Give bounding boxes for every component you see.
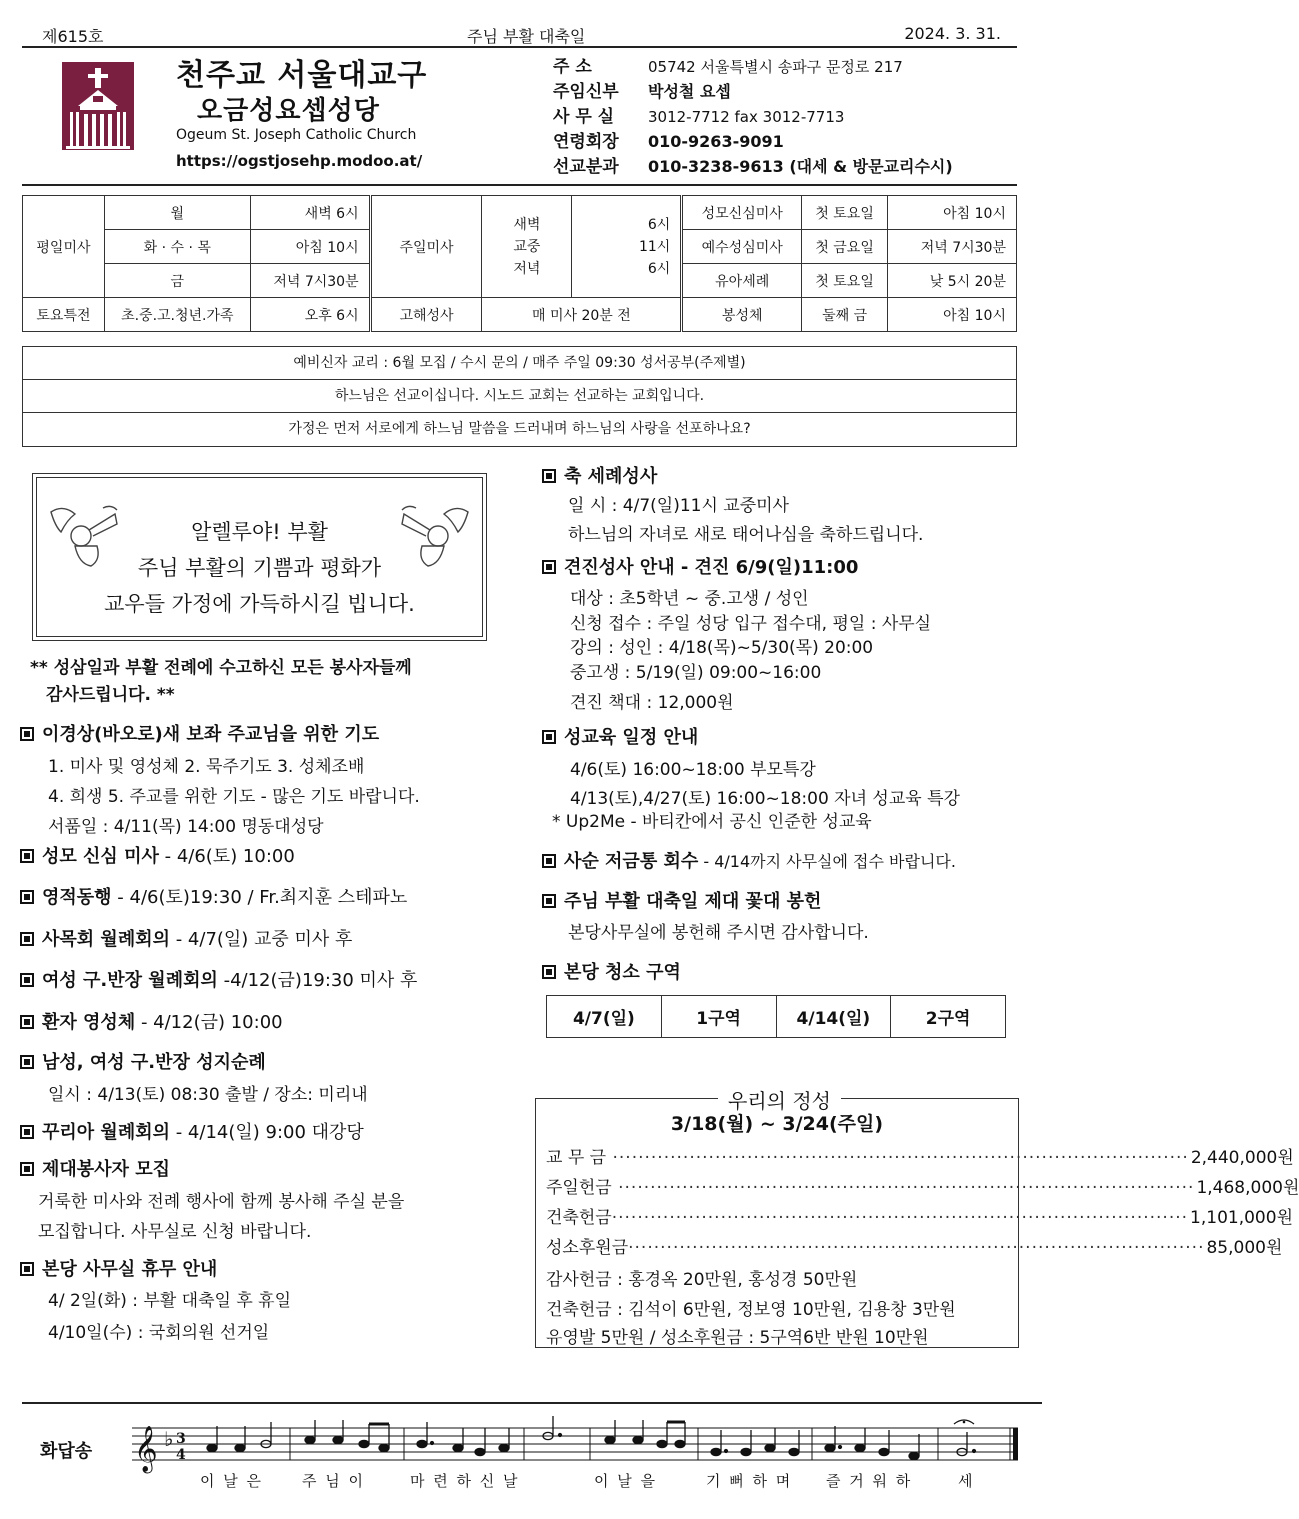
prayer-line: 1. 미사 및 영성체 2. 묵주기도 3. 성체조배 (48, 757, 365, 777)
special-mass-time: 저녁 7시30분 (888, 230, 1017, 264)
notice-line: 예비신자 교리 : 6월 모집 / 수시 문의 / 매주 주일 09:30 성서공부(주제별) (23, 347, 1016, 380)
square-bullet-icon (542, 894, 556, 908)
cleaning-date: 4/14(일) (776, 996, 891, 1038)
confirmation-line: 강의 : 성인 : 4/18(목)~5/30(목) 20:00 (570, 638, 874, 658)
cleaning-table (546, 995, 1006, 1038)
confession-label: 고해성사 (370, 298, 482, 332)
mass-time: 저녁 7시30분 (250, 264, 370, 298)
cleaning-date: 4/7(일) (547, 996, 662, 1038)
square-bullet-icon (20, 849, 34, 863)
church-title-parish: 오금성요셉성당 (197, 96, 380, 126)
square-bullet-icon (542, 730, 556, 744)
church-title-diocese: 천주교 서울대교구 (176, 58, 428, 93)
sex-education-line: * Up2Me - 바티칸에서 공신 인준한 성교육 (552, 812, 872, 832)
special-mass-name: 봉성체 (682, 298, 802, 332)
square-bullet-icon (542, 560, 556, 574)
lyric: 세 (958, 1472, 975, 1490)
info-office: 사 무 실 3012-7712 fax 3012-7713 (553, 107, 845, 127)
altar-flower-section: 주님 부활 대축일 제대 꽃대 봉헌 (542, 887, 821, 913)
square-bullet-icon (542, 469, 556, 483)
church-url[interactable]: https://ogstjosehp.modoo.at/ (176, 152, 423, 170)
feast-name: 주님 부활 대축일 (467, 27, 586, 46)
thanks-note: ** 성삼일과 부활 전례에 수고하신 모든 봉사자들께 감사드립니다. ** (30, 658, 412, 705)
confirmation-line: 대상 : 초5학년 ~ 중.고생 / 성인 (570, 589, 809, 609)
altar-flower-line: 본당사무실에 봉헌해 주시면 감사합니다. (568, 923, 869, 943)
square-bullet-icon (20, 1125, 34, 1139)
offering-building-line: 건축헌금 : 김석이 6만원, 정보영 10만원, 김용창 3만원 (546, 1300, 956, 1320)
spiritual-walk-section: 영적동행 - 4/6(토)19:30 / Fr.최지훈 스테파노 (20, 883, 407, 909)
square-bullet-icon (20, 973, 34, 987)
top-line (22, 24, 1017, 48)
mass-schedule-table (22, 195, 1017, 332)
easter-line-3: 교우들 가정에 가득하시길 빕니다. (104, 592, 415, 616)
special-mass-day: 첫 토요일 (802, 264, 888, 298)
sunday-mass-names: 새벽 교중 저녁 (482, 196, 572, 298)
square-bullet-icon (20, 890, 34, 904)
special-mass-time: 아침 10시 (888, 298, 1017, 332)
marian-mass-section: 성모 신심 미사 - 4/6(토) 10:00 (20, 842, 295, 868)
notice-line: 가정은 먼저 서로에게 하느님 말씀을 드러내며 하느님의 사랑을 선포하나요? (288, 421, 751, 437)
sunday-mass-label: 주일미사 (370, 196, 482, 298)
sex-education-line: 4/13(토),4/27(토) 16:00~18:00 자녀 성교육 특강 (570, 789, 960, 809)
pilgrimage-detail: 일시 : 4/13(토) 08:30 출발 / 장소: 미리내 (48, 1085, 368, 1105)
lyric: 즐 거 워 하 (826, 1472, 913, 1490)
confession-time: 매 미사 20분 전 (482, 298, 682, 332)
offering-item: 주일헌금 .......................................................................................... 1,468,000원 (546, 1173, 1299, 1198)
cleaning-section: 본당 청소 구역 (542, 958, 681, 984)
svg-text:4: 4 (176, 1447, 186, 1463)
music-divider (22, 1402, 1042, 1404)
offering-item: 성소후원금 .......................................................................................... 85,000원 (546, 1233, 1283, 1258)
offering-thanks-line: 감사헌금 : 홍경옥 20만원, 홍성경 50만원 (546, 1270, 858, 1290)
notice-box (22, 346, 1017, 447)
offering-vocation-line: 유영발 5만원 / 성소후원금 : 5구역6반 반원 10만원 (546, 1328, 929, 1348)
svg-text:𝄞: 𝄞 (134, 1426, 158, 1472)
saturday-mass-group: 초.중.고.청년.가족 (104, 298, 250, 332)
special-mass-name: 예수성심미사 (682, 230, 802, 264)
church-logo-icon (62, 62, 134, 150)
square-bullet-icon (20, 727, 34, 741)
mass-day: 월 (104, 196, 250, 230)
special-mass-name: 유아세례 (682, 264, 802, 298)
info-funeral: 연령회장 010-9263-9091 (553, 132, 784, 152)
cleaning-zone: 2구역 (891, 996, 1006, 1038)
music-staff (132, 1420, 1024, 1470)
special-mass-day: 둘째 금 (802, 298, 888, 332)
mass-day: 화 · 수 · 목 (104, 230, 250, 264)
prayer-line: 서품일 : 4/11(목) 14:00 명동대성당 (48, 817, 324, 837)
square-bullet-icon (542, 965, 556, 979)
special-mass-day: 첫 토요일 (802, 196, 888, 230)
square-bullet-icon (20, 1262, 34, 1276)
church-info (553, 54, 953, 179)
confirmation-line: 중고생 : 5/19(일) 09:00~16:00 (570, 663, 822, 683)
pilgrimage-section: 남성, 여성 구.반장 성지순례 (20, 1048, 266, 1074)
lyric: 이 날 은 (200, 1472, 264, 1490)
info-address: 주 소 05742 서울특별시 송파구 문정로 217 (553, 57, 903, 77)
mass-time: 아침 10시 (250, 230, 370, 264)
easter-line-1: 알렐루야! 부활 (191, 520, 328, 544)
lyric: 마 련 하 신 날 (410, 1472, 520, 1490)
offering-item: 건축헌금 .......................................................................................... 1,101,000원 (546, 1203, 1293, 1228)
lyric: 기 뻐 하 며 (706, 1472, 793, 1490)
offering-item: 교 무 금 .......................................................................................... 2,440,000원 (546, 1143, 1294, 1168)
prayer-section: 이경상(바오로)새 보좌 주교님을 위한 기도 (20, 720, 379, 746)
church-english-name: Ogeum St. Joseph Catholic Church (176, 127, 417, 143)
pastoral-meeting-section: 사목회 월례회의 - 4/7(일) 교중 미사 후 (20, 925, 352, 951)
mass-time: 새벽 6시 (250, 196, 370, 230)
sick-communion-section: 환자 영성체 - 4/12(금) 10:00 (20, 1008, 283, 1034)
offering-title: 우리의 정성 (718, 1085, 841, 1114)
special-mass-day: 첫 금요일 (802, 230, 888, 264)
square-bullet-icon (542, 854, 556, 868)
easter-greeting-box (32, 473, 487, 641)
confirmation-line: 견진 책대 : 12,000원 (570, 693, 734, 713)
issue-date: 2024. 3. 31. (904, 24, 1001, 43)
lyric: 이 날 을 (594, 1472, 658, 1490)
easter-line-2: 주님 부활의 기쁨과 평화가 (137, 556, 382, 580)
office-closure-line: 4/10일(수) : 국회의원 선거일 (48, 1323, 270, 1343)
header-divider (22, 184, 1017, 186)
offering-box (535, 1089, 1299, 1348)
info-pastor: 주임신부 박성철 요셉 (553, 82, 731, 102)
info-mission: 선교분과 010-3238-9613 (대세 & 방문교리수시) (553, 157, 953, 177)
weekday-mass-label: 평일미사 (23, 196, 105, 298)
psalm-label: 화답송 (40, 1441, 93, 1462)
square-bullet-icon (20, 932, 34, 946)
confirmation-section: 견진성사 안내 - 견진 6/9(일)11:00 (542, 553, 858, 579)
cleaning-zone: 1구역 (661, 996, 776, 1038)
sunday-mass-times: 6시 11시 6시 (572, 196, 682, 298)
baptism-section: 축 세례성사 (542, 462, 657, 488)
square-bullet-icon (20, 1015, 34, 1029)
notice-line: 하느님은 선교이십니다. 시노드 교회는 선교하는 교회입니다. (23, 380, 1016, 413)
saturday-mass-label: 토요특전 (23, 298, 105, 332)
offering-range: 3/18(월) ~ 3/24(주일) (670, 1113, 884, 1135)
office-closure-line: 4/ 2일(화) : 부활 대축일 후 휴일 (48, 1291, 291, 1311)
baptism-line: 하느님의 자녀로 새로 태어나심을 축하드립니다. (568, 525, 924, 545)
office-closure-section: 본당 사무실 휴무 안내 (20, 1255, 217, 1281)
prayer-line: 4. 희생 5. 주교를 위한 기도 - 많은 기도 바랍니다. (48, 787, 420, 807)
women-leaders-section: 여성 구.반장 월례회의 -4/12(금)19:30 미사 후 (20, 966, 417, 992)
lent-box-section: 사순 저금통 회수 - 4/14까지 사무실에 접수 바랍니다. (542, 847, 956, 873)
confirmation-line: 신청 접수 : 주일 성당 입구 접수대, 평일 : 사무실 (570, 614, 932, 634)
svg-text:♭: ♭ (164, 1427, 174, 1451)
svg-text:3: 3 (176, 1431, 186, 1447)
special-mass-time: 아침 10시 (888, 196, 1017, 230)
square-bullet-icon (20, 1055, 34, 1069)
mass-day: 금 (104, 264, 250, 298)
sex-education-line: 4/6(토) 16:00~18:00 부모특강 (570, 760, 816, 780)
altar-server-line: 모집합니다. 사무실로 신청 바랍니다. (38, 1222, 312, 1242)
sex-education-section: 성교육 일정 안내 (542, 723, 698, 749)
issue-number: 제615호 (42, 27, 104, 46)
curia-meeting-section: 꾸리아 월례회의 - 4/14(일) 9:00 대강당 (20, 1118, 364, 1144)
altar-server-line: 거룩한 미사와 전례 행사에 함께 봉사해 주실 분을 (38, 1192, 405, 1212)
lyric: 주 님 이 (302, 1472, 366, 1490)
square-bullet-icon (20, 1162, 34, 1176)
special-mass-time: 낮 5시 20분 (888, 264, 1017, 298)
baptism-line: 일 시 : 4/7(일)11시 교중미사 (568, 496, 789, 516)
special-mass-name: 성모신심미사 (682, 196, 802, 230)
saturday-mass-time: 오후 6시 (250, 298, 370, 332)
altar-server-section: 제대봉사자 모집 (20, 1155, 170, 1181)
